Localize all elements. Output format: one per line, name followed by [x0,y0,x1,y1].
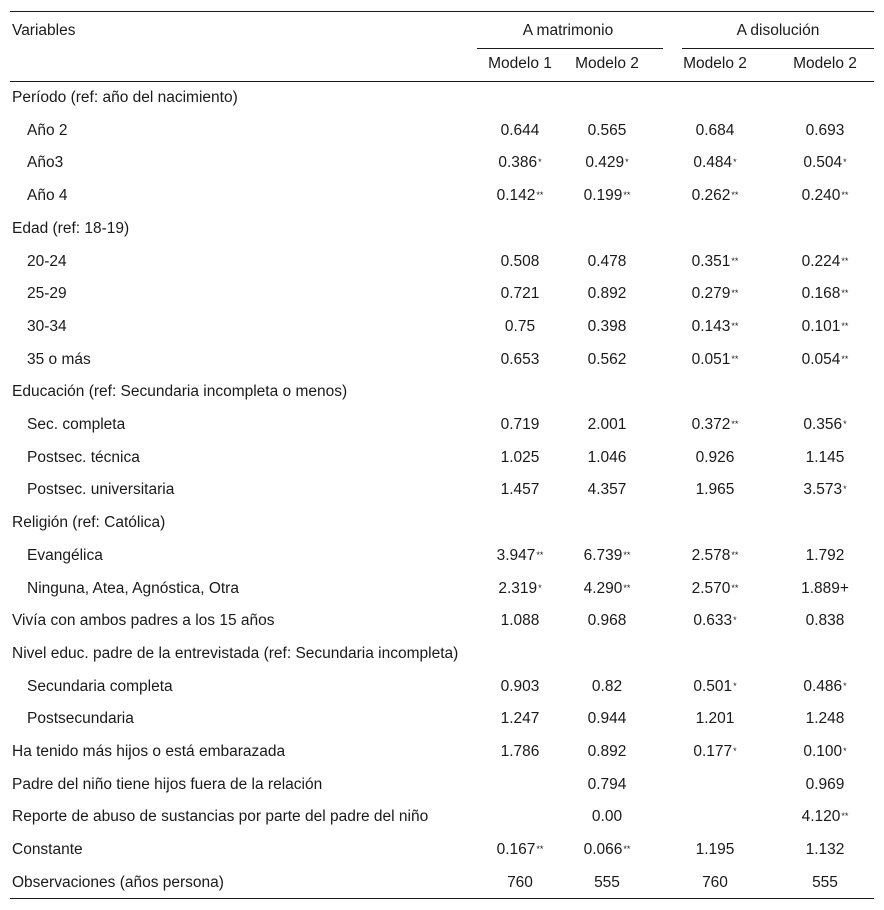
cell-value: 0.892 [587,743,627,760]
cell-value: 4.357 [587,481,627,498]
model-header: Modelo 2 [683,55,747,72]
row-label: Ha tenido más hijos o está embarazada [12,743,286,760]
table-cell [557,187,657,205]
row-label: Año 4 [27,187,68,204]
table-cell [775,187,875,205]
table-cell [557,841,657,859]
table-cell [665,874,765,892]
cell-value: 0.00 [591,808,623,825]
significance-marker: ** [841,256,849,266]
significance-marker: ** [623,550,631,560]
cell-value: 0.486 [803,678,843,695]
significance-marker: * [733,157,737,167]
cell-value: 1.247 [500,710,540,727]
cell-value: 0.167 [496,841,536,858]
cell-value: 0.168 [801,285,841,302]
cell-value: 0.565 [587,122,627,139]
cell-value: 1.195 [695,841,735,858]
table-cell [470,351,570,369]
table-cell [470,449,570,467]
row-label: Evangélica [27,547,103,564]
table-cell [557,874,657,892]
cell-value: 0.693 [805,122,845,139]
row-label: Secundaria completa [27,678,173,695]
group-rule-matrimonio [477,48,663,49]
table-cell [557,808,657,826]
table-cell [470,187,570,205]
cell-value: 0.892 [587,285,627,302]
group-header-matrimonio: A matrimonio [522,22,614,39]
cell-value: 0.262 [691,187,731,204]
table-cell [775,154,875,172]
table-cell [775,416,875,434]
table-cell [470,481,570,499]
cell-value: 0.968 [587,612,627,629]
table-cell [470,122,570,140]
table-cell [775,710,875,728]
cell-value: 0.101 [801,318,841,335]
cell-value: 0.562 [587,351,627,368]
significance-marker: ** [731,321,739,331]
table-cell [775,253,875,271]
cell-value: 0.051 [691,351,731,368]
significance-marker: ** [841,321,849,331]
row-label: Nivel educ. padre de la entrevistada (ref: Secundaria incompleta) [12,645,459,662]
cell-value: 2.001 [587,416,627,433]
cell-value: 0.484 [693,154,733,171]
table-cell [557,481,657,499]
cell-value: 1.965 [695,481,735,498]
significance-marker: ** [841,811,849,821]
table-cell [470,710,570,728]
cell-value: 0.386 [498,154,538,171]
table-cell [665,154,765,172]
cell-value: 1.792 [805,547,845,564]
cell-value: 0.398 [587,318,627,335]
table-cell [775,318,875,336]
table-cell [557,612,657,630]
cell-value: 0.478 [587,253,627,270]
significance-marker: ** [841,190,849,200]
table-cell [470,285,570,303]
table-cell [557,351,657,369]
cell-value: 1.088 [500,612,540,629]
significance-marker: ** [623,190,631,200]
row-label: Sec. completa [27,416,126,433]
table-cell [665,612,765,630]
table-cell [665,187,765,205]
table-cell [557,318,657,336]
cell-value: 0.143 [691,318,731,335]
row-label: 20-24 [27,253,67,270]
table-cell [557,253,657,271]
significance-marker: * [625,157,629,167]
cell-value: 0.653 [500,351,540,368]
table-cell [557,285,657,303]
model-header: Modelo 1 [488,55,552,72]
significance-marker: * [843,681,847,691]
significance-marker: ** [623,583,631,593]
table-cell [557,547,657,565]
cell-value: 0.100 [803,743,843,760]
significance-marker: * [538,583,542,593]
table-cell [470,580,570,598]
cell-value: 0.633 [693,612,733,629]
significance-marker: * [733,681,737,691]
table-cell [557,743,657,761]
significance-marker: * [843,484,847,494]
table-cell [557,580,657,598]
table-cell [557,122,657,140]
row-label: Religión (ref: Católica) [12,514,166,531]
cell-value: 0.903 [500,678,540,695]
table-cell [775,874,875,892]
table-cell [775,743,875,761]
cell-value: 0.508 [500,253,540,270]
table-cell [665,416,765,434]
cell-value: 555 [812,874,838,891]
cell-value: 555 [594,874,620,891]
significance-marker: * [538,157,542,167]
cell-value: 1.145 [805,449,845,466]
table-cell [665,710,765,728]
row-label: Postsecundaria [27,710,134,727]
table-cell [470,253,570,271]
cell-value: 0.838 [805,612,845,629]
table-cell [665,122,765,140]
table-cell [665,841,765,859]
significance-marker: ** [536,190,544,200]
cell-value: 0.794 [587,776,627,793]
cell-value: 4.290 [583,580,623,597]
cell-value: 1.132 [805,841,845,858]
row-label: Padre del niño tiene hijos fuera de la relación [12,776,323,793]
cell-value: 0.066 [583,841,623,858]
table-cell [775,351,875,369]
row-label: Año3 [27,154,64,171]
cell-value: 0.372 [691,416,731,433]
table-cell [775,841,875,859]
cell-value: 0.721 [500,285,540,302]
cell-value: 0.429 [585,154,625,171]
cell-value: 2.319 [498,580,538,597]
table-cell [775,580,875,598]
cell-value: 1.201 [695,710,735,727]
row-label: Vivía con ambos padres a los 15 años [12,612,275,629]
cell-value: 0.177 [693,743,733,760]
variables-header: Variables [12,22,76,39]
table-cell [557,776,657,794]
table-cell [557,678,657,696]
table-cell [665,253,765,271]
header-rule [10,81,874,82]
table-cell [470,612,570,630]
cell-value: 1.889+ [801,580,849,597]
table-cell [775,612,875,630]
cell-value: 0.75 [504,318,536,335]
cell-value: 0.926 [695,449,735,466]
significance-marker: ** [841,288,849,298]
table-cell [665,743,765,761]
table-cell [557,154,657,172]
cell-value: 760 [702,874,728,891]
model-header: Modelo 2 [575,55,639,72]
model-header: Modelo 2 [793,55,857,72]
row-label: Postsec. técnica [27,449,140,466]
cell-value: 2.570 [691,580,731,597]
table-cell [665,481,765,499]
significance-marker: ** [731,550,739,560]
significance-marker: ** [731,354,739,364]
row-label: 25-29 [27,285,67,302]
cell-value: 3.947 [496,547,536,564]
cell-value: 1.786 [500,743,540,760]
cell-value: 0.719 [500,416,540,433]
cell-value: 0.501 [693,678,733,695]
cell-value: 0.199 [583,187,623,204]
significance-marker: * [733,615,737,625]
table-cell [470,678,570,696]
significance-marker: * [843,157,847,167]
significance-marker: ** [731,583,739,593]
table-cell [557,416,657,434]
group-rule-disolucion [682,48,874,49]
row-label: Ninguna, Atea, Agnóstica, Otra [27,580,239,597]
row-label: Año 2 [27,122,68,139]
table-cell [665,580,765,598]
table-cell [665,318,765,336]
row-label: Observaciones (años persona) [12,874,224,891]
cell-value: 1.248 [805,710,845,727]
row-label: 35 o más [27,351,91,368]
cell-value: 0.356 [803,416,843,433]
cell-value: 0.684 [695,122,735,139]
row-label: Edad (ref: 18-19) [12,220,130,237]
cell-value: 0.279 [691,285,731,302]
top-rule [10,11,874,12]
cell-value: 0.504 [803,154,843,171]
table-cell [775,808,875,826]
group-header-disolucion: A disolución [736,22,820,39]
row-label: Educación (ref: Secundaria incompleta o menos) [12,383,348,400]
significance-marker: ** [536,550,544,560]
table-cell [775,481,875,499]
table-cell [557,710,657,728]
cell-value: 0.944 [587,710,627,727]
row-label: 30-34 [27,318,67,335]
table-cell [775,285,875,303]
cell-value: 2.578 [691,547,731,564]
row-label: Postsec. universitaria [27,481,175,498]
cell-value: 0.351 [691,253,731,270]
table-cell [665,547,765,565]
table-cell [470,318,570,336]
significance-marker: ** [731,288,739,298]
significance-marker: ** [623,844,631,854]
significance-marker: ** [731,419,739,429]
row-label: Período (ref: año del nacimiento) [12,89,238,106]
bottom-rule [10,898,874,899]
table-cell [470,416,570,434]
cell-value: 760 [507,874,533,891]
significance-marker: * [733,746,737,756]
cell-value: 0.142 [496,187,536,204]
table-cell [470,743,570,761]
table-cell [470,547,570,565]
table-cell [775,122,875,140]
cell-value: 0.82 [591,678,623,695]
cell-value: 0.054 [801,351,841,368]
significance-marker: ** [841,354,849,364]
table-cell [470,154,570,172]
table-cell [665,285,765,303]
cell-value: 3.573 [803,481,843,498]
significance-marker: ** [731,190,739,200]
cell-value: 4.120 [801,808,841,825]
table-cell [665,678,765,696]
table-cell [775,449,875,467]
table-cell [665,449,765,467]
table-cell [775,678,875,696]
significance-marker: * [843,419,847,429]
row-label: Reporte de abuso de sustancias por parte del padre del niño [12,808,429,825]
cell-value: 0.224 [801,253,841,270]
significance-marker: ** [731,256,739,266]
cell-value: 1.025 [500,449,540,466]
significance-marker: ** [536,844,544,854]
cell-value: 0.644 [500,122,540,139]
table-cell [557,449,657,467]
table-cell [470,841,570,859]
cell-value: 0.969 [805,776,845,793]
table-cell [775,776,875,794]
cell-value: 1.457 [500,481,540,498]
significance-marker: * [843,746,847,756]
table-cell [775,547,875,565]
row-label: Constante [12,841,83,858]
table-cell [470,874,570,892]
cell-value: 0.240 [801,187,841,204]
cell-value: 1.046 [587,449,627,466]
cell-value: 6.739 [583,547,623,564]
table-cell [665,351,765,369]
